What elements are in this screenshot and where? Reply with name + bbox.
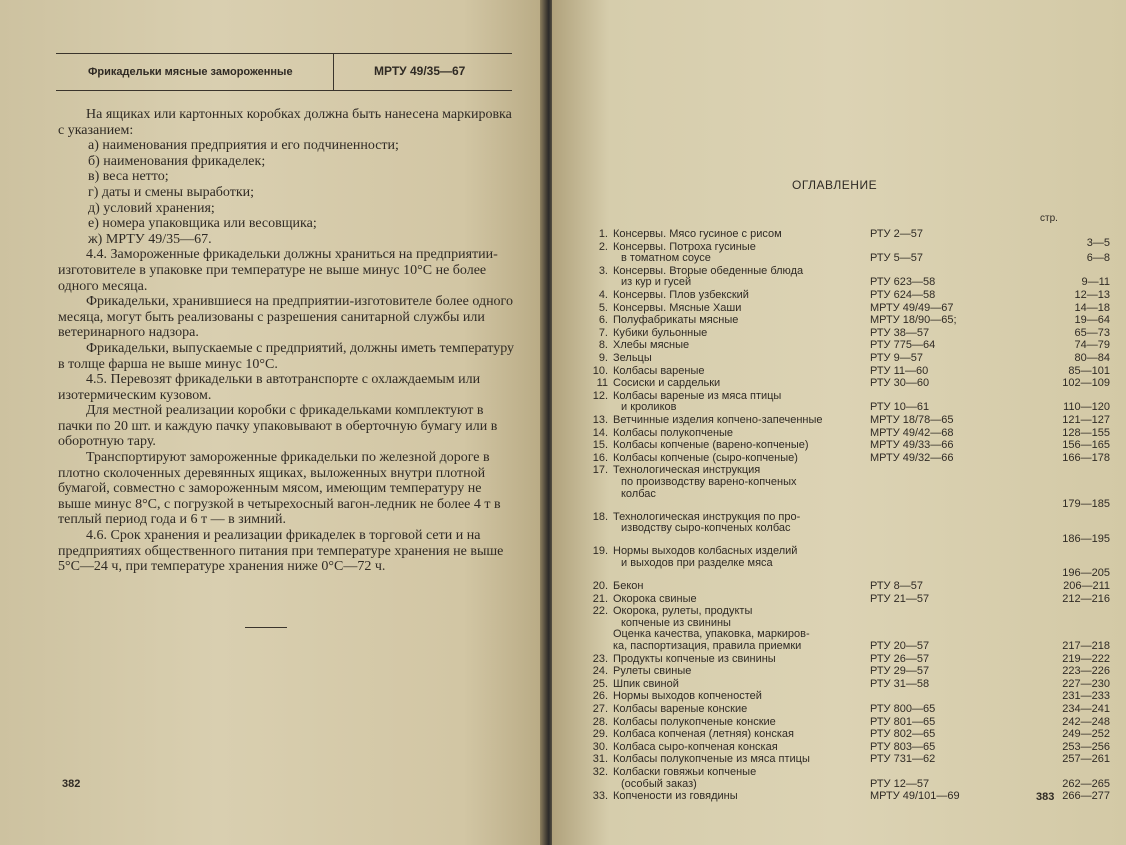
toc-entry-title <box>613 266 903 289</box>
toc-entry-title <box>613 440 903 452</box>
list-item: в) веса нетто; <box>88 169 169 185</box>
toc-entry-standard: МРТУ 49/49—67 <box>870 301 954 314</box>
toc-entry-title-line: Колбасы вареные из мяса птицы <box>613 389 782 402</box>
toc-entry-pages: 234—241 <box>1062 702 1110 715</box>
toc-entry-standard: РТУ 11—60 <box>870 364 929 377</box>
toc-entry-pages: 74—79 <box>1074 339 1110 352</box>
toc-entry-number: 7. <box>598 326 608 339</box>
toc-entry-number: 22. <box>592 605 608 618</box>
toc-entry-title-line: Технологическая инструкция <box>613 464 761 477</box>
toc-entry-title-line: Колбаски говяжьи копченые <box>613 765 757 778</box>
toc-entry-standard: РТУ 800—65 <box>870 702 936 715</box>
page-number-left: 382 <box>62 778 81 790</box>
toc-entry-standard: РТУ 624—58 <box>870 289 936 301</box>
toc-entry-standard: МРТУ 18/78—65 <box>870 414 954 426</box>
toc-entry-number: 29. <box>592 728 608 741</box>
toc-entry-title-line: Технологическая инструкция по про- <box>613 510 801 523</box>
toc-entry-number: 5. <box>598 301 608 314</box>
end-of-section-rule <box>245 627 287 628</box>
toc-entry-title-line: копченые из свинины <box>621 616 731 629</box>
toc-entry-number: 12. <box>592 389 608 402</box>
toc-entry-title-line: колбас <box>621 487 656 500</box>
toc-entry-number: 11 <box>596 377 608 390</box>
toc-entry-title-line: Консервы. Мясо гусиное с рисом <box>613 228 782 240</box>
header-top-rule <box>56 53 512 54</box>
toc-entry-standard: РТУ 775—64 <box>870 339 936 352</box>
toc-entry-number: 20. <box>592 579 608 592</box>
toc-entry-standard: РТУ 31—58 <box>870 677 930 690</box>
toc-entry-title <box>613 546 903 569</box>
toc-entry-number: 25. <box>592 677 608 690</box>
toc-entry-title <box>613 717 903 729</box>
toc-entry-standard: РТУ 802—65 <box>870 728 936 741</box>
toc-entry-number: 24. <box>592 665 608 678</box>
toc-entry-pages: 262—265 <box>1062 777 1110 790</box>
toc-entry-title-line: Нормы выходов колбасных изделий <box>613 545 798 558</box>
toc-entry-title <box>613 290 903 302</box>
toc-entry-pages: 217—218 <box>1062 639 1110 652</box>
toc-entry-pages: 227—230 <box>1062 677 1110 690</box>
toc-entry-title <box>613 791 903 803</box>
toc-entry-standard: РТУ 10—61 <box>870 401 930 414</box>
toc-entry-number: 10. <box>592 364 608 377</box>
toc-entry-title-line: и кроликов <box>621 401 677 414</box>
toc-entry-standard: РТУ 29—57 <box>870 665 930 678</box>
header-separator <box>333 54 334 90</box>
toc-entry-title-line: изводству сыро-копченых колбас <box>621 522 791 535</box>
list-item: ж) МРТУ 49/35—67. <box>88 231 212 247</box>
toc-entry-title <box>613 729 903 741</box>
toc-entry-standard: РТУ 26—57 <box>870 652 930 665</box>
toc-entry-title <box>613 594 903 606</box>
toc-entry-number: 16. <box>592 451 608 464</box>
toc-entry-number: 28. <box>592 715 608 728</box>
toc-entry-number: 31. <box>592 753 608 766</box>
toc-entry-pages: 266—277 <box>1062 790 1110 803</box>
toc-entry-title-line: Колбасы вареные конские <box>613 702 748 715</box>
toc-entry-title <box>613 704 903 716</box>
toc-entry-pages: 219—222 <box>1062 652 1110 665</box>
toc-entry-pages: 253—256 <box>1062 740 1110 753</box>
toc-entry-standard: РТУ 5—57 <box>870 252 923 265</box>
toc-entry-number: 18. <box>592 510 608 523</box>
toc-entry-title-line: Хлебы мясные <box>613 339 690 352</box>
toc-entry-pages: 249—252 <box>1062 728 1110 741</box>
toc-entry-title-line: Ветчинные изделия копчено-запеченные <box>613 414 823 426</box>
toc-entry-pages: 3—5 <box>1086 237 1110 249</box>
toc-entry-title-line: Консервы. Плов узбекский <box>613 289 749 301</box>
toc-entry-standard: МРТУ 49/32—66 <box>870 451 954 464</box>
toc-entry-pages: 12—13 <box>1074 289 1110 301</box>
toc-entry-title-line: ка, паспортизация, правила приемки <box>613 639 802 652</box>
toc-entry-number: 2. <box>598 240 608 253</box>
toc-entry-number: 19. <box>592 545 608 558</box>
toc-pages-label: стр. <box>1040 213 1058 224</box>
toc-entry-number: 1. <box>598 228 608 240</box>
toc-entry-number: 6. <box>598 314 608 327</box>
toc-entry-pages: 257—261 <box>1062 753 1110 766</box>
toc-entry-title-line: Копчености из говядины <box>613 790 738 803</box>
toc-entry-standard: РТУ 8—57 <box>870 579 923 592</box>
toc-entry-title <box>613 229 903 241</box>
toc-entry-title-line: Консервы. Потроха гусиные <box>613 240 756 253</box>
toc-entry-pages: 212—216 <box>1062 592 1110 605</box>
toc-entry-title <box>613 378 903 390</box>
list-item: д) условий хранения; <box>88 200 215 216</box>
list-item: б) наименования фрикаделек; <box>88 153 266 169</box>
toc-entry-title-line: Колбасы копченые (варено-копченые) <box>613 439 809 452</box>
toc-entry-title-line: Сосиски и сардельки <box>613 377 721 390</box>
toc-entry-title <box>613 742 903 754</box>
toc-entry-pages: 110—120 <box>1063 401 1110 414</box>
toc-entry-title-line: Продукты копченые из свинины <box>613 652 776 665</box>
toc-entry-pages: 223—226 <box>1062 665 1110 678</box>
toc-entry-title <box>613 242 903 265</box>
toc-entry-pages: 231—233 <box>1062 690 1110 703</box>
toc-entry-standard: РТУ 803—65 <box>870 740 936 753</box>
toc-entry-pages: 186—195 <box>1062 532 1110 545</box>
toc-entry-title-line: Колбасы полукопченые <box>613 426 734 439</box>
toc-entry-title-line: Окорока, рулеты, продукты <box>613 605 753 618</box>
toc-entry-standard: РТУ 38—57 <box>870 326 930 339</box>
toc-entry-title-line: Кубики бульонные <box>613 326 708 339</box>
toc-entry-title-line: по производству варено-копченых <box>621 475 797 488</box>
toc-entry-pages: 6—8 <box>1086 252 1110 265</box>
toc-entry-number: 26. <box>592 690 608 703</box>
toc-entry-title-line: Полуфабрикаты мясные <box>613 314 739 327</box>
toc-entry-title-line: и выходов при разделке мяса <box>621 556 773 569</box>
toc-entry-number: 4. <box>598 289 608 301</box>
toc-entry-number: 27. <box>592 702 608 715</box>
toc-entry-standard: РТУ 20—57 <box>870 639 930 652</box>
toc-entry-title-line: Консервы. Вторые обеденные блюда <box>613 264 804 277</box>
toc-entry-title <box>613 353 903 365</box>
toc-entry-title <box>613 691 903 703</box>
toc-entry-standard: РТУ 2—57 <box>870 228 923 240</box>
toc-entry-number: 21. <box>592 592 608 605</box>
toc-entry-title <box>613 415 903 427</box>
toc-entry-title <box>613 340 903 352</box>
right-page <box>552 0 1126 845</box>
toc-entry-title <box>613 428 903 440</box>
paragraph: 4.6. Срок хранения и реализации фрикаделек в торговой сети и на предприятиях общественного питания при температуре хранения не выше 5°С—24 ч, при температуре хранения ниже 0°С—72 ч. <box>58 528 504 575</box>
toc-entry-title-line: из кур и гусей <box>621 276 692 289</box>
toc-entry-title-line: Колбасы полукопченые конские <box>613 715 776 728</box>
paragraph: 4.5. Перевозят фрикадельки в автотранспорте с охлаждаемым или изотермическим кузовом. <box>58 372 481 403</box>
header-bottom-rule <box>56 90 512 91</box>
toc-entry-standard: РТУ 21—57 <box>870 592 930 605</box>
toc-entry-pages: 14—18 <box>1074 301 1110 314</box>
toc-entry-pages: 80—84 <box>1074 352 1110 364</box>
toc-entry-standard: РТУ 623—58 <box>870 276 936 289</box>
toc-entry-title <box>613 328 903 340</box>
toc-entry-pages: 128—155 <box>1062 426 1110 439</box>
paragraph: Для местной реализации коробки с фрикадельками комплектуют в пачки по 20 шт. и каждую пачку упаковывают в оберточную бумагу или в оборотную тару. <box>58 403 498 450</box>
toc-entry-standard: МРТУ 49/33—66 <box>870 439 954 452</box>
toc-entry-pages: 196—205 <box>1062 567 1110 580</box>
list-item: е) номера упаковщика или весовщика; <box>88 216 317 232</box>
toc-entry-title-line: Колбаса копченая (летняя) конская <box>613 728 794 741</box>
toc-entry-title-line: в томатном соусе <box>621 252 711 265</box>
toc-entry-standard: МРТУ 18/90—65; <box>870 314 957 327</box>
list-item: а) наименования предприятия и его подчиненности; <box>88 138 399 154</box>
toc-entry-title <box>613 754 903 766</box>
toc-entry-title-line: Оценка качества, упаковка, маркиров- <box>613 628 810 641</box>
toc-entry-title <box>613 512 903 535</box>
toc-entry-title <box>613 666 903 678</box>
toc-entry-title <box>613 453 903 465</box>
toc-entry-title <box>613 654 903 666</box>
toc-entry-number: 14. <box>592 426 608 439</box>
paragraph: Фрикадельки, выпускаемые с предприятий, должны иметь температуру в толще фарша не выше минус 10°С. <box>58 340 515 372</box>
paragraph: 4.4. Замороженные фрикадельки должны храниться на предприятии-изготовителе в упаковке при температуре не выше минус 10°С не более одного месяца. <box>58 247 498 294</box>
toc-entry-title <box>613 767 903 790</box>
toc-entry-standard: МРТУ 49/42—68 <box>870 426 954 439</box>
toc-entry-title-line: Окорока свиные <box>613 592 697 605</box>
toc-entry-title-line: Колбасы полукопченые из мяса птицы <box>613 753 810 766</box>
toc-entry-pages: 9—11 <box>1081 276 1110 289</box>
toc-entry-pages: 102—109 <box>1062 377 1110 390</box>
toc-entry-title <box>613 606 903 652</box>
list-item: г) даты и смены выработки; <box>88 184 255 200</box>
toc-entry-title-line: Бекон <box>613 579 644 592</box>
toc-entry-title <box>613 303 903 315</box>
toc-entry-number: 23. <box>592 652 608 665</box>
toc-entry-title-line: Колбаса сыро-копченая конская <box>613 740 778 753</box>
toc-entry-title <box>613 679 903 691</box>
toc-entry-title-line: Колбасы копченые (сыро-копченые) <box>613 451 798 464</box>
toc-entry-number: 30. <box>592 740 608 753</box>
toc-entry-pages: 156—165 <box>1062 439 1110 452</box>
toc-entry-pages: 242—248 <box>1062 715 1110 728</box>
toc-entry-standard: РТУ 731—62 <box>870 753 936 766</box>
toc-entry-pages: 85—101 <box>1068 364 1110 377</box>
paragraph: На ящиках или картонных коробках должна быть нанесена маркировка с указанием: <box>58 107 512 138</box>
toc-entry-pages: 166—178 <box>1062 451 1110 464</box>
toc-entry-number: 13. <box>592 414 608 426</box>
toc-entry-title-line: Зельцы <box>613 352 652 364</box>
toc-entry-pages: 121—127 <box>1062 414 1110 426</box>
toc-entry-title-line: Рулеты свиные <box>613 665 692 678</box>
toc-entry-title-line: Консервы. Мясные Хаши <box>613 301 742 314</box>
toc-entry-number: 9. <box>598 352 608 364</box>
toc-entry-title-line: Шпик свиной <box>613 677 679 690</box>
toc-entry-title <box>613 391 903 414</box>
toc-entry-title <box>613 465 903 500</box>
toc-entry-standard: РТУ 801—65 <box>870 715 936 728</box>
left-body-text <box>58 107 516 575</box>
toc-entry-standard: РТУ 9—57 <box>870 352 923 364</box>
toc-entry-number: 8. <box>598 339 608 352</box>
toc-entry-number: 3. <box>598 264 608 277</box>
toc-entry-title-line: Колбасы вареные <box>613 364 705 377</box>
toc-entry-standard: РТУ 12—57 <box>870 777 930 790</box>
toc-entry-pages: 206—211 <box>1063 579 1110 592</box>
toc-entry-number: 32. <box>592 765 608 778</box>
toc-entry-number: 17. <box>592 464 608 477</box>
toc-entry-standard: МРТУ 49/101—69 <box>870 790 960 803</box>
toc-entry-title-line: Нормы выходов копченостей <box>613 690 762 703</box>
paragraph: Фрикадельки, хранившиеся на предприятии-изготовителе более одного месяца, могут быть реализованы с разрешения санитарной службы или ветеринарного надзора. <box>58 294 513 341</box>
toc-entry-title <box>613 366 903 378</box>
toc-entry-pages: 179—185 <box>1062 498 1110 511</box>
toc-entry-title <box>613 581 903 593</box>
toc-entry-number: 33. <box>592 790 608 803</box>
page-number-right: 383 <box>1036 791 1055 803</box>
toc-title: ОГЛАВЛЕНИЕ <box>792 178 878 192</box>
toc-entry-number: 15. <box>592 439 608 452</box>
toc-entry-pages: 65—73 <box>1074 326 1110 339</box>
toc-entry-title-line: (особый заказ) <box>621 777 697 790</box>
running-header-title: Фрикадельки мясные замороженные <box>88 66 293 78</box>
running-header-code: МРТУ 49/35—67 <box>374 64 466 78</box>
toc-entry-title <box>613 315 903 327</box>
left-page <box>0 0 545 845</box>
paragraph: Транспортируют замороженные фрикадельки по железной дороге в плотно сколоченных деревянных ящиках, выложенных внутри плотной бумагой, совместно с замороженным мясом, имеющим температуру не выше минус 8°С, с погрузкой в четырехосный вагон-ледник не более 4 т в теплый период года и 6 т — в зимний. <box>58 450 501 528</box>
toc-entry-standard: РТУ 30—60 <box>870 377 930 390</box>
toc-entry-pages: 19—64 <box>1074 314 1110 327</box>
